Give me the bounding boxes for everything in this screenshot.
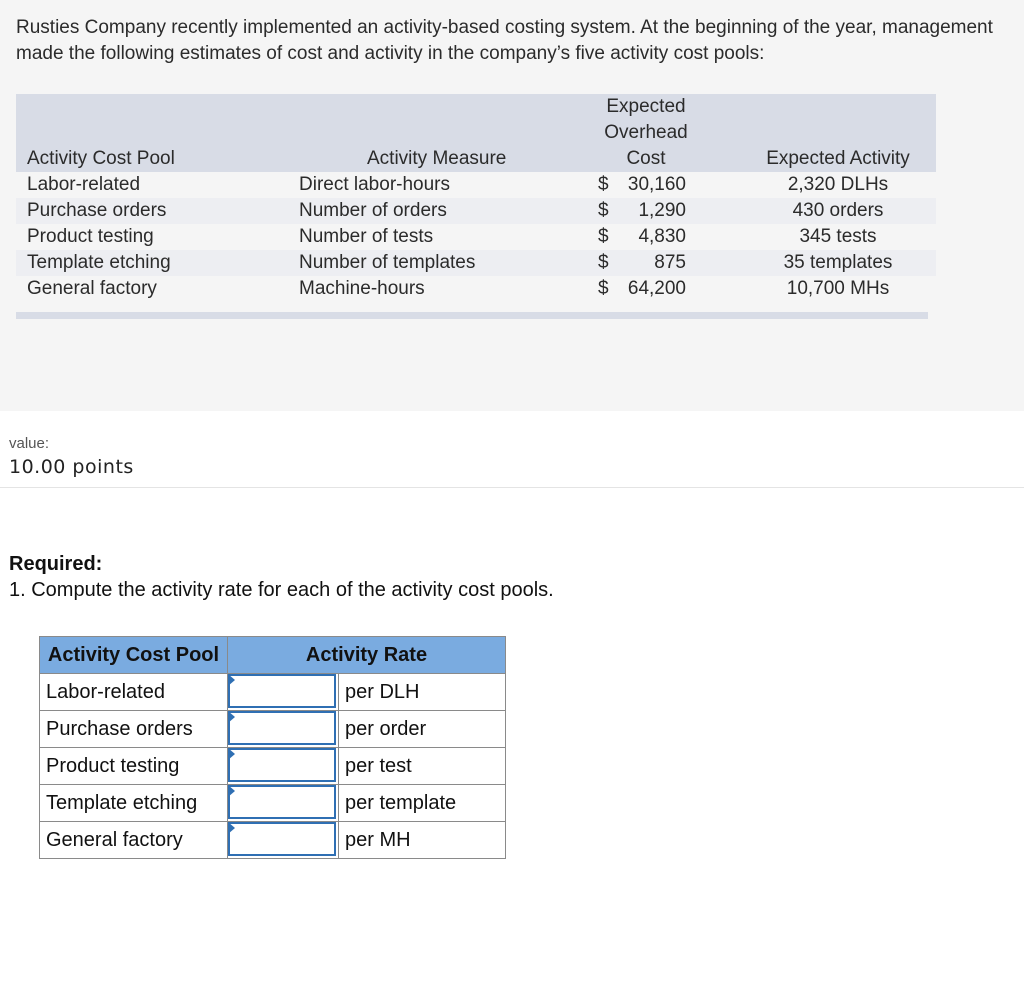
answer-unit-label: per template — [339, 785, 506, 822]
input-marker-icon — [228, 822, 235, 834]
row-cost: 64,200 — [627, 278, 686, 299]
answer-unit-label: per MH — [339, 822, 506, 859]
required-heading: Required: — [9, 553, 103, 575]
estimates-row — [16, 250, 936, 276]
answer-pool-label: General factory — [40, 822, 228, 859]
section-divider — [0, 487, 1024, 488]
input-marker-icon — [228, 785, 235, 797]
row-measure: Number of tests — [299, 226, 434, 247]
estimates-table-footer-bar — [16, 312, 928, 319]
estimates-row — [16, 276, 936, 302]
general-factory-rate-input[interactable] — [228, 822, 336, 856]
answer-row — [40, 674, 506, 711]
answer-input-cell — [228, 711, 339, 748]
header-activity-measure: Activity Measure — [367, 148, 507, 169]
row-dollar-sign: $ — [598, 226, 609, 247]
estimates-row — [16, 172, 936, 198]
row-cost: 1,290 — [638, 200, 686, 221]
row-pool: Purchase orders — [27, 200, 167, 221]
row-dollar-sign: $ — [598, 278, 609, 299]
row-measure: Direct labor-hours — [299, 174, 450, 195]
row-dollar-sign: $ — [598, 174, 609, 195]
template-etching-rate-input[interactable] — [228, 785, 336, 819]
labor-related-rate-input[interactable] — [228, 674, 336, 708]
input-marker-icon — [228, 674, 235, 686]
answer-unit-label: per DLH — [339, 674, 506, 711]
problem-intro-text: Rusties Company recently implemented an activity-based costing system. At the beginning of the year, management made the following estimates of cost and activity in the company’s five activity cost pools: — [16, 17, 993, 64]
row-activity: 430 orders — [792, 200, 884, 221]
answer-row — [40, 785, 506, 822]
row-measure: Number of orders — [299, 200, 447, 221]
input-marker-icon — [228, 711, 235, 723]
answer-pool-label: Product testing — [40, 748, 228, 785]
answer-pool-label: Labor-related — [40, 674, 228, 711]
row-cost: 4,830 — [638, 226, 686, 247]
row-activity: 35 templates — [783, 252, 893, 273]
answer-input-cell — [228, 822, 339, 859]
row-pool: General factory — [27, 278, 157, 299]
product-testing-rate-input[interactable] — [228, 748, 336, 782]
header-expected-activity: Expected Activity — [766, 148, 910, 169]
estimates-table-header — [16, 94, 936, 172]
purchase-orders-rate-input[interactable] — [228, 711, 336, 745]
estimates-row — [16, 198, 936, 224]
answer-unit-label: per test — [339, 748, 506, 785]
row-dollar-sign: $ — [598, 200, 609, 221]
answer-pool-label: Template etching — [40, 785, 228, 822]
row-measure: Machine-hours — [299, 278, 425, 299]
row-activity: 2,320 DLHs — [787, 174, 889, 195]
answer-input-cell — [228, 748, 339, 785]
row-pool: Labor-related — [27, 174, 141, 195]
header-activity-cost-pool: Activity Cost Pool — [40, 637, 228, 674]
input-marker-icon — [228, 748, 235, 760]
row-dollar-sign: $ — [598, 252, 609, 273]
value-label: value: — [9, 435, 50, 452]
answer-row — [40, 822, 506, 859]
header-activity-rate: Activity Rate — [228, 637, 506, 674]
header-cost-line1: Expected — [606, 96, 686, 117]
row-pool: Product testing — [27, 226, 154, 247]
row-cost: 875 — [654, 252, 686, 273]
header-cost-line2: Overhead — [604, 122, 688, 143]
answer-unit-label: per order — [339, 711, 506, 748]
row-activity: 10,700 MHs — [786, 278, 890, 299]
answer-row — [40, 748, 506, 785]
row-cost: 30,160 — [627, 174, 686, 195]
header-activity-cost-pool: Activity Cost Pool — [27, 148, 175, 169]
points-value: 10.00 points — [9, 456, 134, 478]
estimates-table — [16, 94, 936, 302]
answer-table-header — [40, 637, 506, 674]
estimates-row — [16, 224, 936, 250]
question-text: 1. Compute the activity rate for each of the activity cost pools. — [9, 579, 554, 601]
answer-input-cell — [228, 785, 339, 822]
activity-rate-answer-table — [39, 636, 506, 859]
answer-pool-label: Purchase orders — [40, 711, 228, 748]
answer-input-cell — [228, 674, 339, 711]
answer-row — [40, 711, 506, 748]
row-pool: Template etching — [27, 252, 171, 273]
row-measure: Number of templates — [299, 252, 476, 273]
row-activity: 345 tests — [799, 226, 877, 247]
header-cost-line3: Cost — [626, 148, 666, 169]
